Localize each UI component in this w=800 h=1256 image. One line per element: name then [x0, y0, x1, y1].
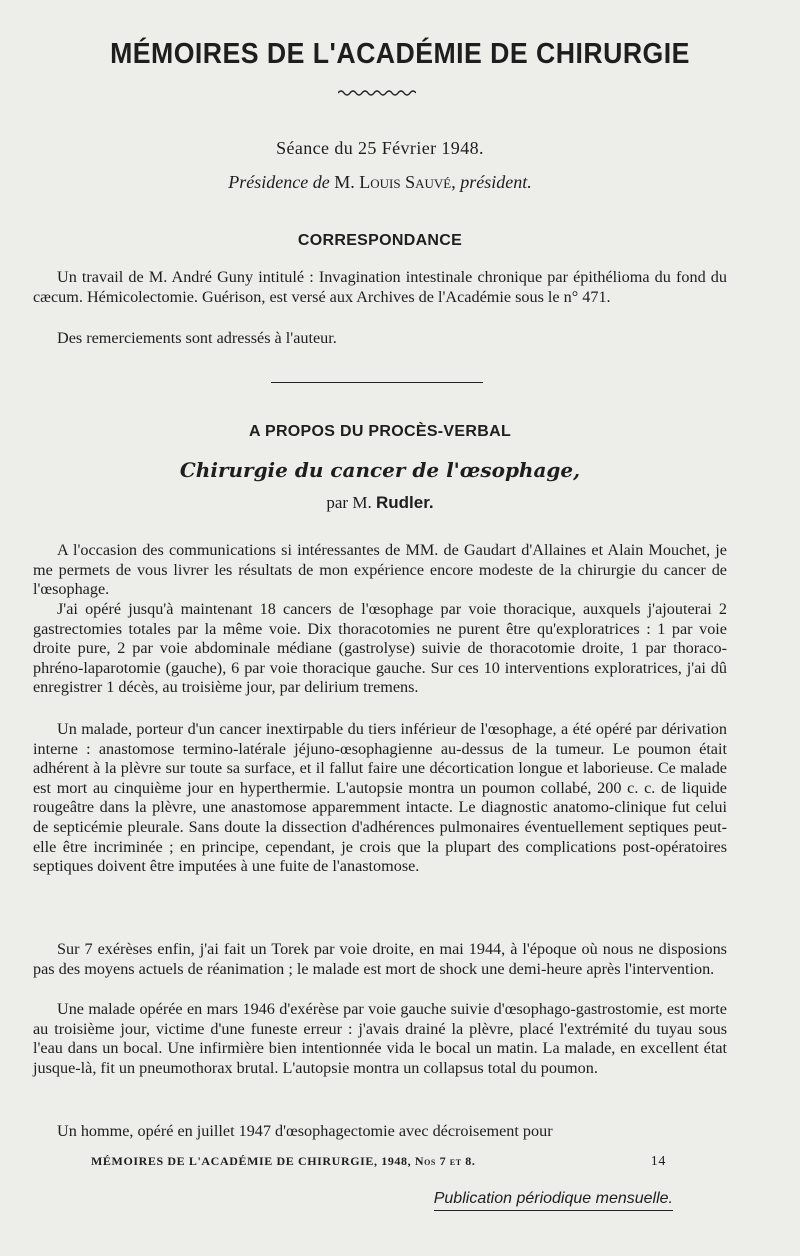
journal-title: MÉMOIRES DE L'ACADÉMIE DE CHIRURGIE	[110, 38, 690, 70]
president-title: M.	[334, 172, 355, 192]
president-name: Louis Sauvé,	[359, 172, 456, 192]
section-divider	[271, 382, 483, 383]
proces-verbal-heading: A PROPOS DU PROCÈS-VERBAL	[248, 423, 512, 440]
body-paragraph: J'ai opéré jusqu'à maintenant 18 cancers de l'œsophage par voie thoracique, auxquels j'ajouterai 2 gastrectomies totales par la même voie. Dix thoracotomies ne purent être qu'exploratrices : 1 par voie droite pure, 2 par voie abdominale médiane (gastrolyse) suivie de thoracotomie droite, 1 par thoraco-phréno-laparotomie (gauche), 6 par voie thoracique gauche. Sur ces 10 interventions exploratrices, j'ai dû enregistrer 1 décès, au troisième jour, par delirium tremens.	[33, 600, 727, 697]
body-paragraph: Un malade, porteur d'un cancer inextirpable du tiers inférieur de l'œsophage, a été opéré par dérivation interne : anastomose termino-latérale jéjuno-œsophagienne au-dessus de la tumeur. Le poumon était adhérent à la plèvre sur toute sa surface, et il fallut faire une décortication longue et laborieuse. Ce malade est mort au cinquième jour en hyperthermie. L'autopsie montra un poumon collabé, 200 c. c. de liquide rougeâtre dans la plèvre, une anastomose apparemment intacte. Le diagnostic anatomo-clinique fut celui de septicémie pleurale. Sans doute la dissection d'adhérences pulmonaires éventuellement septiques peut-elle être incriminée ; en principe, cependant, je crois que la plupart des complications post-opératoires septiques doivent être imputées à une fuite de l'anastomose.	[33, 720, 727, 876]
byline	[0, 493, 760, 513]
body-paragraph: Une malade opérée en mars 1946 d'exérèse par voie gauche suivie d'œsophago-gastrostomie, est morte au troisième jour, victime d'une funeste erreur : j'avais drainé la plèvre, placé l'extrémité du tuyau sous l'eau dans un bocal. Une infirmière bien intentionnée vida le bocal un matin. La malade, en excellent état jusque-là, fit un pneumothorax brutal. L'autopsie montra un collapsus total du poumon.	[33, 1000, 727, 1077]
body-paragraph: A l'occasion des communications si intéressantes de MM. de Gaudart d'Allaines et Alain Mouchet, je me permets de vous livrer les résultats de mon expérience encore modeste de la chirurgie du cancer de l'œsophage.	[33, 541, 727, 599]
ornament-divider	[338, 88, 416, 98]
correspondence-paragraph: Des remerciements sont adressés à l'auteur.	[57, 329, 337, 347]
page-number: 14	[650, 1154, 666, 1169]
session-date: Séance du 25 Février 1948.	[276, 138, 484, 158]
president-role: président.	[460, 172, 532, 192]
presidency-prefix: Présidence de	[228, 172, 330, 192]
body-paragraph: Sur 7 exérèses enfin, j'ai fait un Torek par voie droite, en mai 1944, à l'époque où nous ne disposions pas des moyens actuels de réanimation ; le malade est mort de shock une demi-heure après l'intervention.	[33, 940, 727, 978]
byline-prefix: par M.	[326, 493, 372, 512]
publication-note: Publication périodique mensuelle.	[434, 1190, 673, 1211]
correspondence-paragraph: Un travail de M. André Guny intitulé : Invagination intestinale chronique par épithélioma du fond du cæcum. Hémicolectomie. Guérison, est versé aux Archives de l'Académie sous le n° 471.	[33, 268, 727, 306]
author-name: Rudler.	[375, 493, 434, 512]
journal-issue: MÉMOIRES DE L'ACADÉMIE DE CHIRURGIE, 1948, Nos 7 et 8.	[91, 1154, 476, 1168]
article-title: Chirurgie du cancer de l'œsophage,	[179, 458, 581, 482]
body-paragraph: Un homme, opéré en juillet 1947 d'œsophagectomie avec décroisement pour	[57, 1122, 553, 1140]
presidency-line	[0, 172, 760, 193]
correspondence-heading: CORRESPONDANCE	[297, 232, 463, 249]
